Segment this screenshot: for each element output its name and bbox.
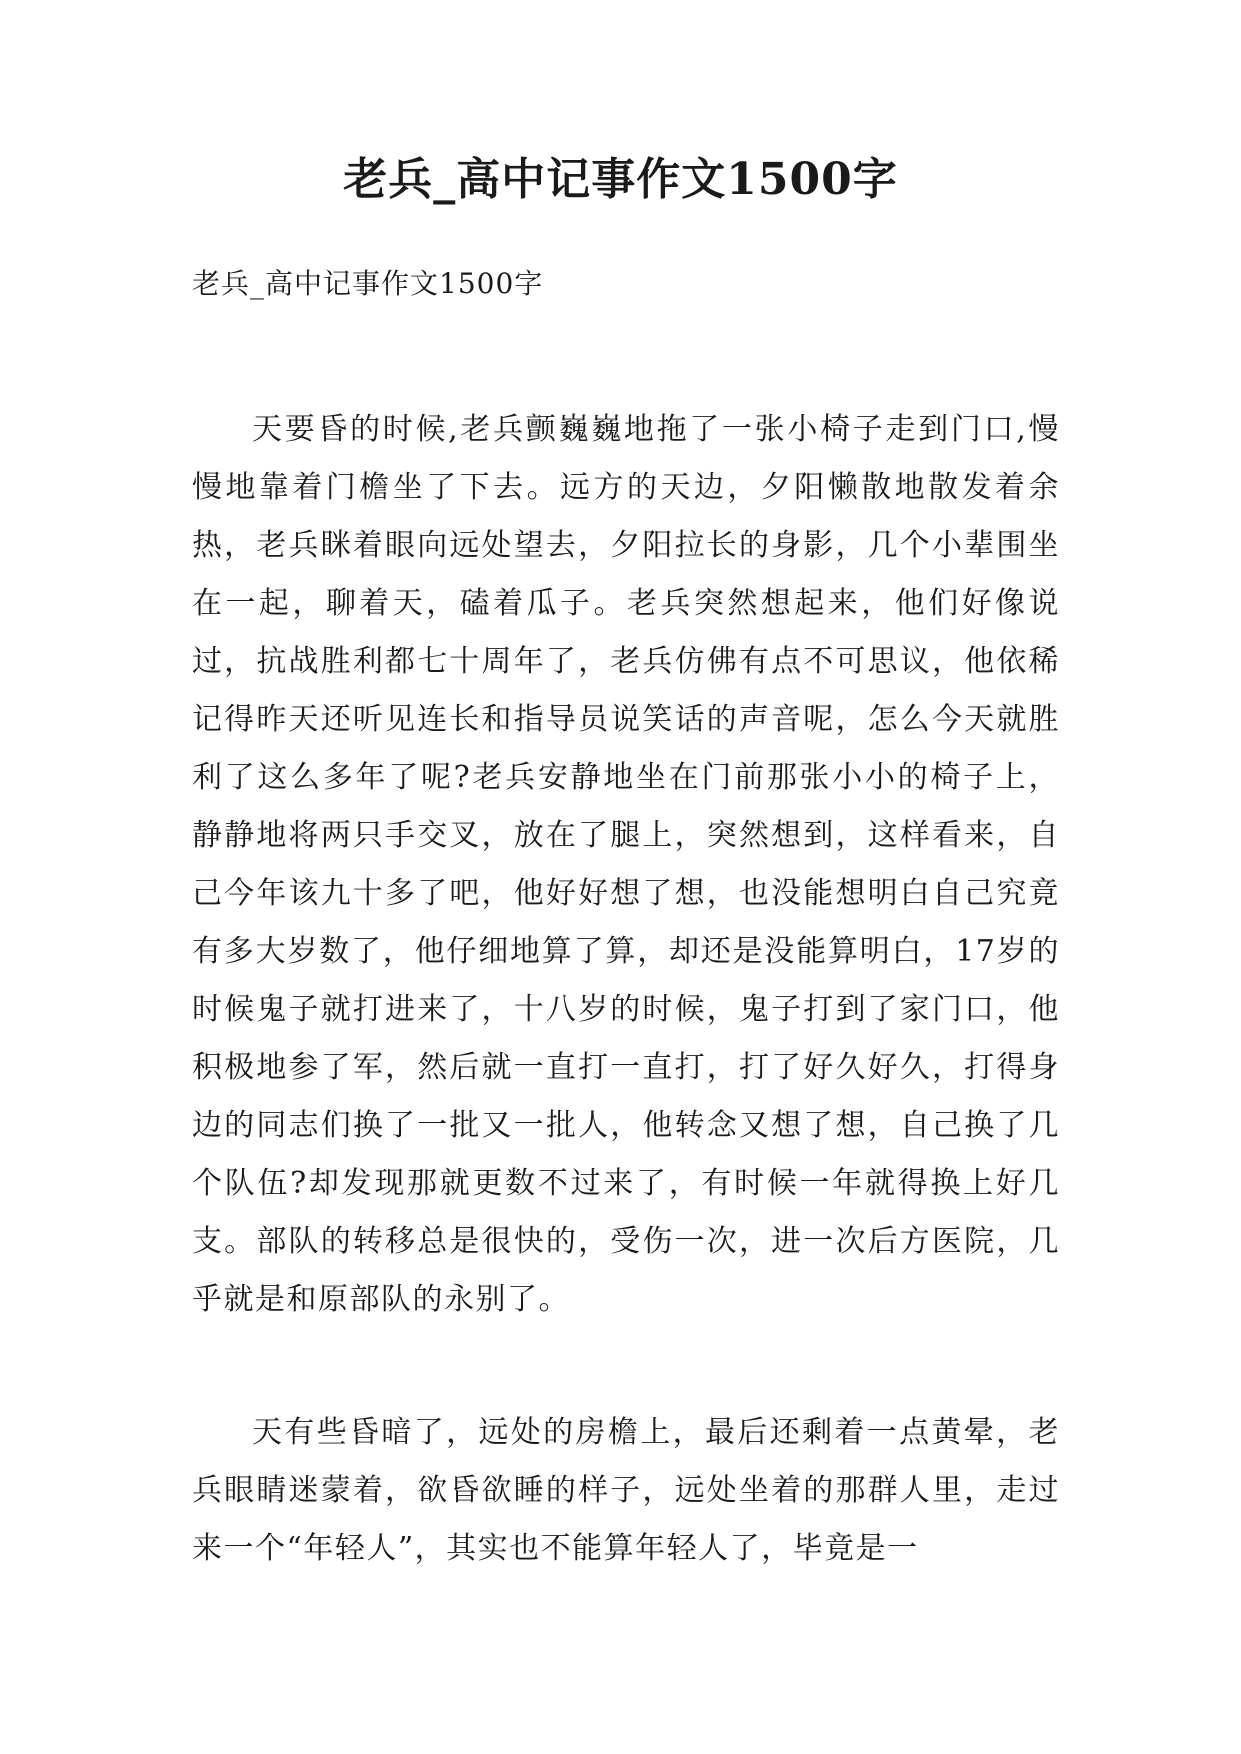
document-title: 老兵_高中记事作文1500字 (343, 154, 898, 205)
body-paragraph: 天有些昏暗了，远处的房檐上，最后还剩着一点黄晕，老兵眼睛迷蒙着，欲昏欲睡的样子，远处坐着的那群人里，走过来一个“年轻人”，其实也不能算年轻人了，毕竟是一 (192, 1415, 1060, 1566)
document-subtitle: 老兵_高中记事作文1500字 (192, 267, 544, 300)
body-paragraph: 天要昏的时候,老兵颤巍巍地拖了一张小椅子走到门口,慢慢地靠着门檐坐了下去。远方的天边，夕阳懒散地散发着余热，老兵眯着眼向远处望去，夕阳拉长的身影，几个小辈围坐在一起，聊着天，磕着瓜子。老兵突然想起来，他们好像说过，抗战胜利都七十周年了，老兵仿佛有点不可思议，他依稀记得昨天还听见连长和指导员说笑话的声音呢，怎么今天就胜利了这么多年了呢?老兵安静地坐在门前那张小小的椅子上，静静地将两只手交叉，放在了腿上，突然想到，这样看来，自己今年该九十多了吧，他好好想了想，也没能想明白自己究竟有多大岁数了，他仔细地算了算，却还是没能算明白，17岁的时候鬼子就打进来了，十八岁的时候，鬼子打到了家门口，他积极地参了军，然后就一直打一直打，打了好久好久，打得身边的同志们换了一批又一批人，他转念又想了想，自己换了几个队伍?却发现那就更数不过来了，有时候一年就得换上好几支。部队的转移总是很快的，受伤一次，进一次后方医院，几乎就是和原部队的永别了。 (192, 412, 1060, 1317)
